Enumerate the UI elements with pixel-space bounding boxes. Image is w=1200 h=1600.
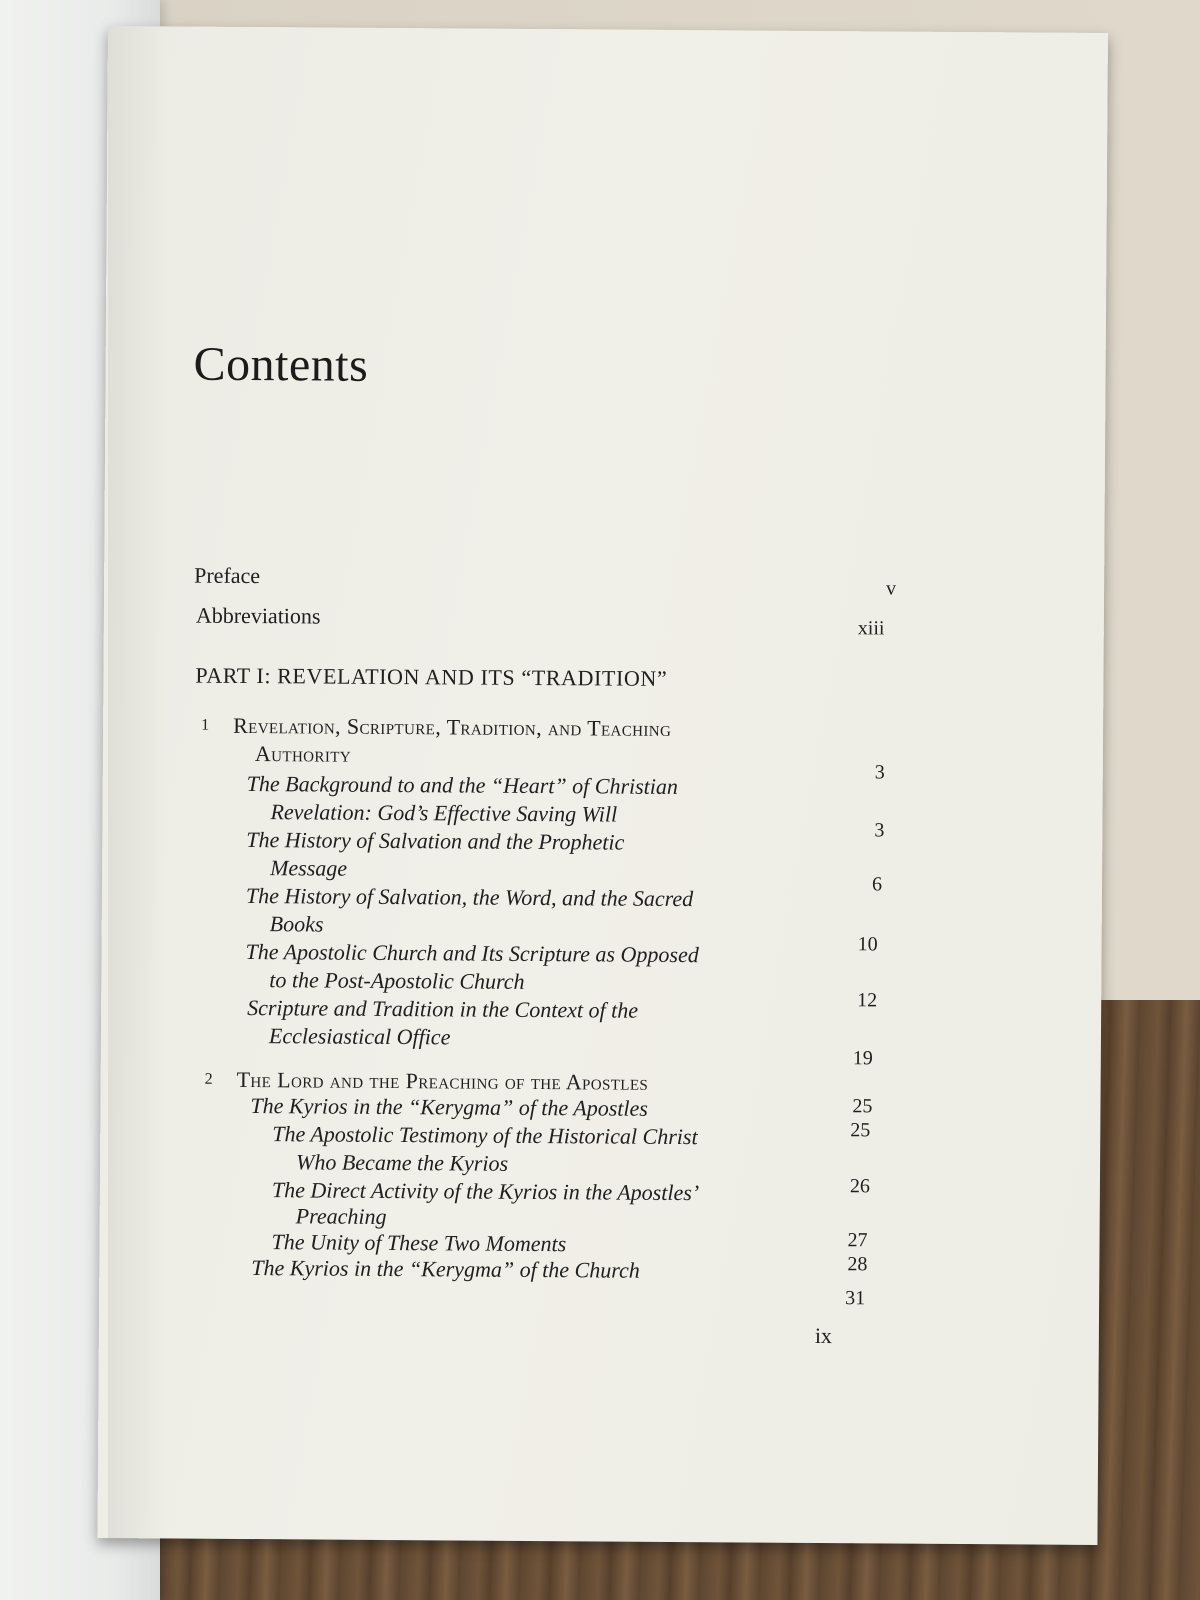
- page-folio: ix: [814, 1322, 833, 1349]
- chapter-2-title: The Lord and the Preaching of the Apostles: [236, 1066, 649, 1095]
- toc-section-page: 19: [852, 1047, 873, 1070]
- toc-section-line2: Books: [269, 911, 324, 937]
- toc-section-page: 10: [857, 933, 878, 956]
- toc-section-line1: The Apostolic Church and Its Scripture as Opposed: [245, 938, 699, 968]
- chapter-1-number: 1: [201, 716, 210, 734]
- toc-section-page: 31: [845, 1287, 866, 1310]
- toc-section-line1: Scripture and Tradition in the Context of the: [247, 994, 639, 1023]
- toc-section-page: 6: [871, 873, 883, 896]
- toc-page-preface: v: [886, 577, 897, 600]
- toc-entry-abbreviations: Abbreviations: [195, 602, 321, 629]
- toc-section-page: 27: [847, 1229, 868, 1252]
- chapter-2-page: 25: [852, 1095, 873, 1118]
- toc-section-line1: The Unity of These Two Moments: [271, 1229, 567, 1257]
- toc-section-line1: The Background to and the “Heart” of Christian: [246, 770, 679, 799]
- toc-section-line1: The History of Salvation, the Word, and the Sacred: [245, 882, 694, 912]
- toc-entry-preface: Preface: [194, 562, 261, 589]
- toc-page-abbreviations: xiii: [857, 617, 885, 640]
- toc-section-page: 12: [857, 989, 878, 1012]
- toc-section-page: 3: [874, 819, 885, 842]
- toc-section-line2: Preaching: [295, 1203, 387, 1229]
- gutter-shadow: [108, 26, 168, 1538]
- toc-section-line1: The Direct Activity of the Kyrios in the Apostles’: [271, 1177, 700, 1206]
- chapter-1-title-line2: Authority: [254, 741, 352, 767]
- toc-section-line2: Revelation: God’s Effective Saving Will: [270, 799, 618, 827]
- toc-section-line1: The Kyrios in the “Kerygma” of the Church: [251, 1255, 640, 1283]
- toc-section-line2: Who Became the Kyrios: [295, 1149, 509, 1176]
- book-page: [97, 26, 1108, 1545]
- toc-section-page: 26: [849, 1175, 870, 1198]
- chapter-1-title-line1: Revelation, Scripture, Tradition, and Teaching: [233, 712, 672, 741]
- toc-section-page: 28: [847, 1253, 868, 1276]
- part-heading: PART I: REVELATION AND ITS “TRADITION”: [195, 662, 668, 691]
- toc-section-line1: The Kyrios in the “Kerygma” of the Apostles: [250, 1093, 648, 1121]
- toc-section-line1: The History of Salvation and the Prophetic: [246, 826, 625, 855]
- toc-section-line2: Message: [270, 855, 348, 881]
- toc-section-line2: to the Post-Apostolic Church: [269, 967, 525, 994]
- page-title: Contents: [193, 337, 369, 392]
- toc-section-line2: Ecclesiastical Office: [268, 1023, 451, 1050]
- chapter-1-page: 3: [874, 761, 885, 784]
- toc-section-page: 25: [850, 1119, 871, 1142]
- chapter-2-number: 2: [204, 1070, 213, 1088]
- toc-section-line1: The Apostolic Testimony of the Historical Christ: [272, 1121, 698, 1150]
